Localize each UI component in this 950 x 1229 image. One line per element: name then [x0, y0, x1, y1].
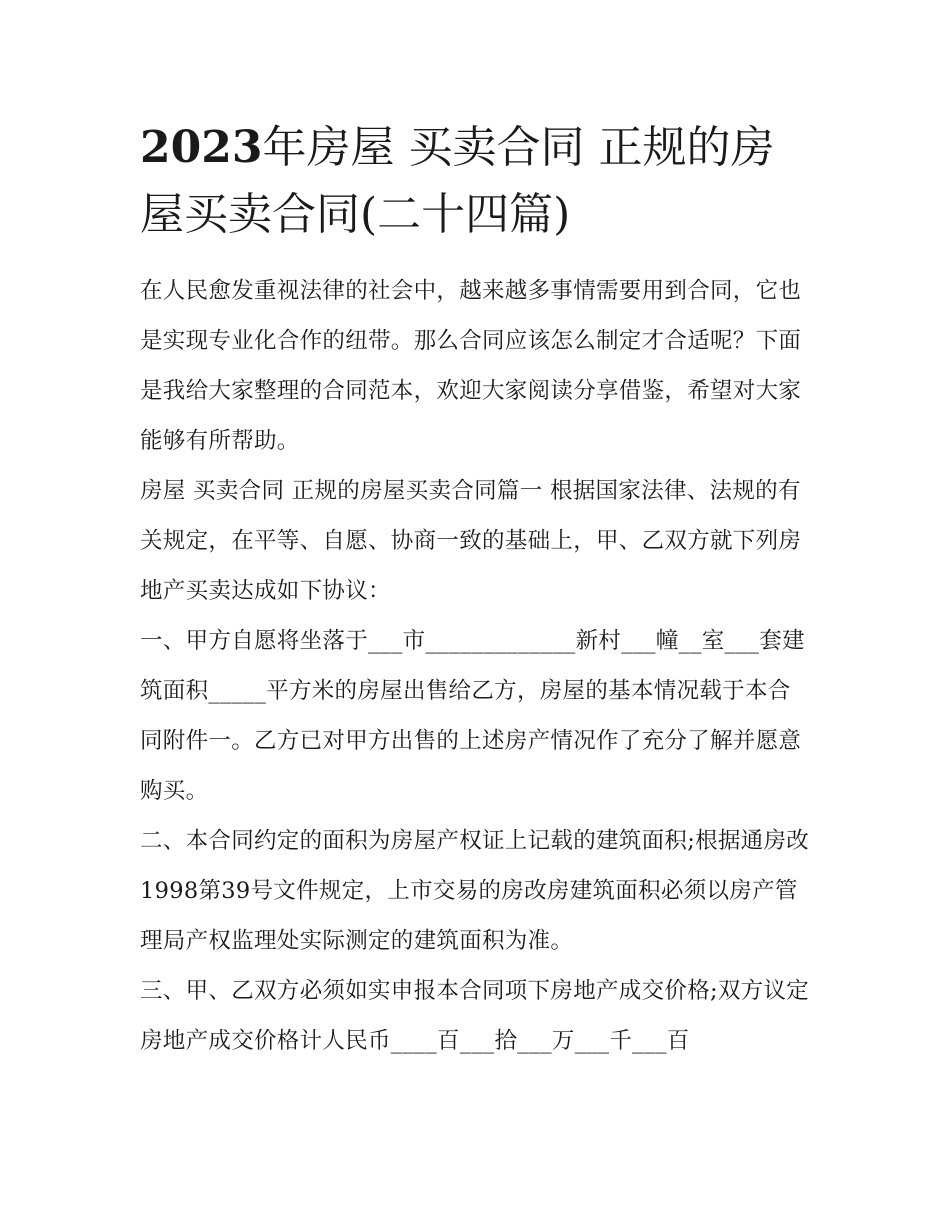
document-title: [140, 114, 812, 248]
contract-preamble-paragraph: 房屋 买卖合同 正规的房屋买卖合同篇一 根据国家法律、法规的有关规定，在平等、自愿、协商一致的基础上，甲、乙双方就下列房地产买卖达成如下协议：: [140, 478, 802, 604]
document-body: [140, 114, 812, 1066]
clause-1-paragraph: 一、甲方自愿将坐落于___市_____________新村___幢__室___套建筑面积_____平方米的房屋出售给乙方，房屋的基本情况载于本合同附件一。乙方已对甲方出售的上述房产情况作了充分了解并愿意购买。: [140, 628, 805, 804]
title-text: 年房屋 买卖合同 正规的房屋买卖合同(二十四篇): [140, 122, 775, 240]
intro-paragraph: 在人民愈发重视法律的社会中，越来越多事情需要用到合同，它也是实现专业化合作的纽带。那么合同应该怎么制定才合适呢？下面是我给大家整理的合同范本，欢迎大家阅读分享借鉴，希望对大家能够有所帮助。: [140, 278, 802, 454]
clause-3-paragraph: 三、甲、乙双方必须如实申报本合同项下房地产成交价格;双方议定房地产成交价格计人民币____百___拾___万___千___百: [140, 978, 810, 1054]
title-year: 2023: [140, 122, 263, 173]
clause-2-paragraph: 二、本合同约定的面积为房屋产权证上记载的建筑面积;根据通房改1998第39号文件规定，上市交易的房改房建筑面积必须以房产管理局产权监理处实际测定的建筑面积为准。: [140, 828, 810, 954]
